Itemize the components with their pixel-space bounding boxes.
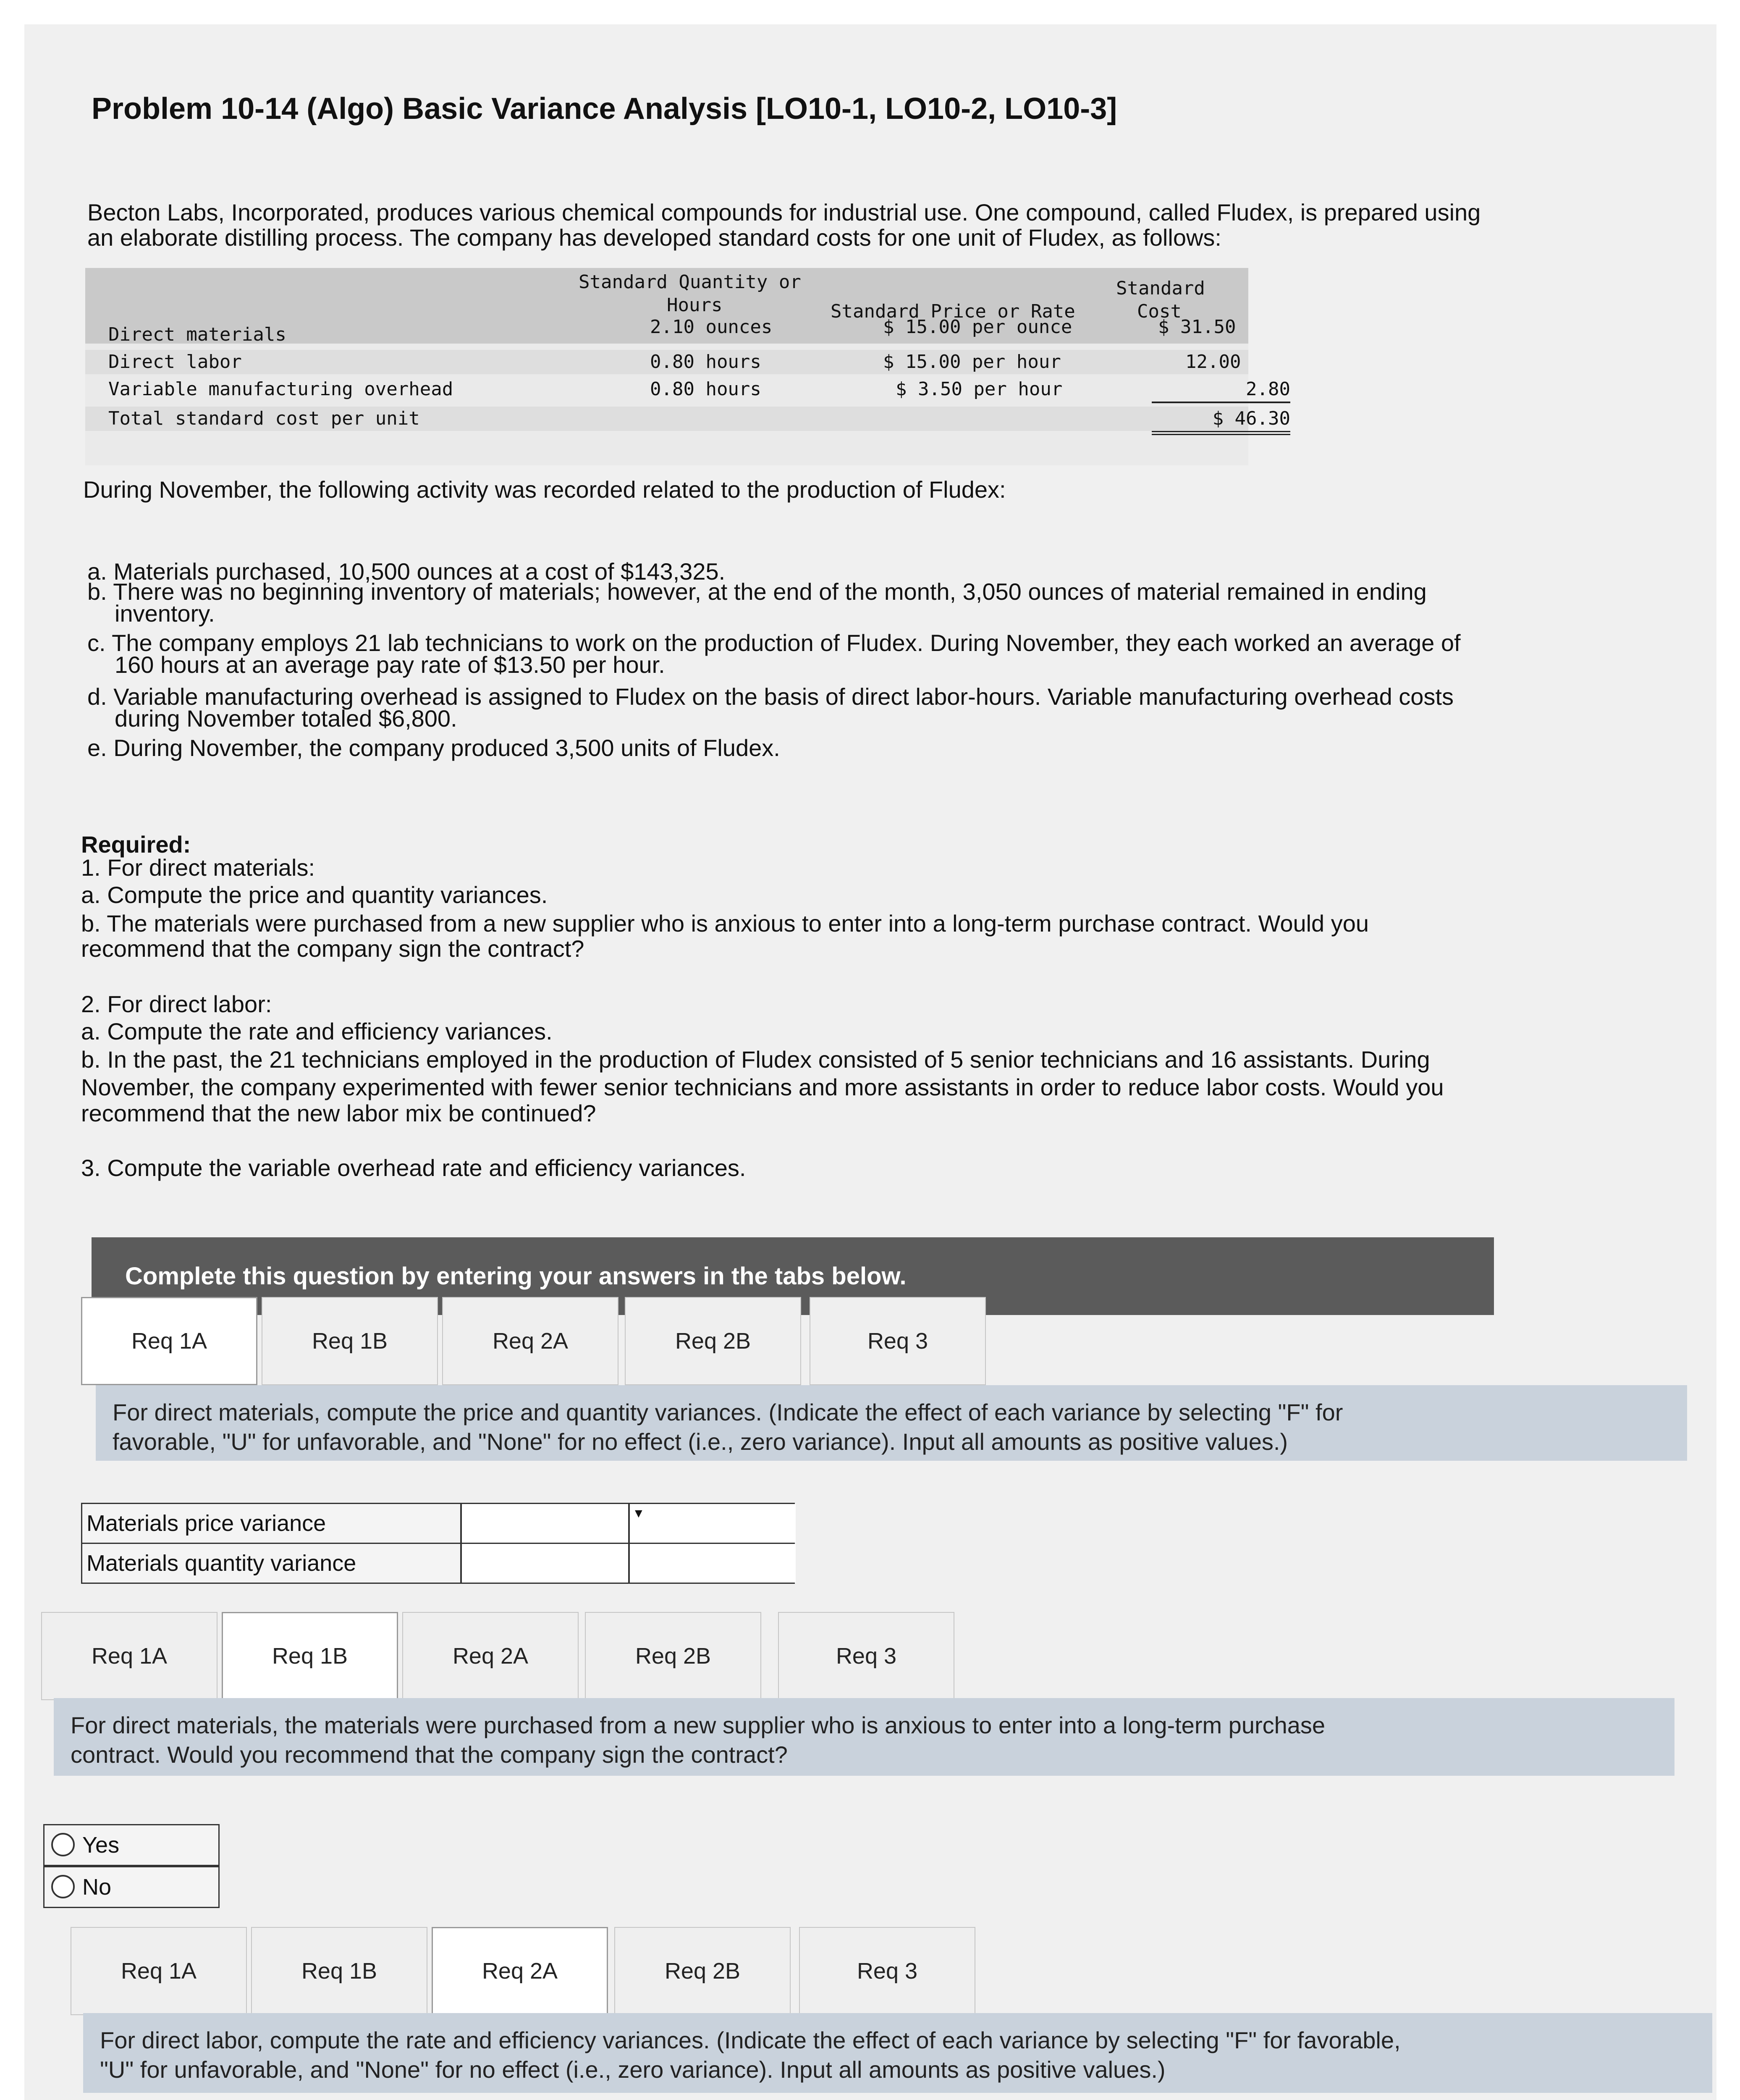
answer-row-label: Materials quantity variance: [86, 1551, 356, 1576]
amount-input[interactable]: [460, 1544, 630, 1583]
row-qty: 2.10 ounces: [650, 316, 773, 338]
tab-req-1a[interactable]: Req 1A: [71, 1927, 247, 2015]
tab-req-3[interactable]: Req 3: [810, 1297, 986, 1385]
required-1b-1: b. The materials were purchased from a new supplier who is anxious to enter into a long-term purchase contract. Would you: [81, 910, 1369, 937]
required-1: 1. For direct materials:: [81, 854, 315, 881]
row-price: $ 15.00 per ounce: [883, 316, 1072, 338]
row-label: Direct labor: [108, 351, 242, 373]
header-price: Standard Price or Rate: [831, 301, 1075, 322]
required-2: 2. For direct labor:: [81, 991, 272, 1017]
required-2b-1: b. In the past, the 21 technicians employed in the production of Fludex consisted of 5 senior technicians and 16 assistants. During: [81, 1046, 1430, 1073]
tab-req-1b[interactable]: Req 1B: [262, 1297, 438, 1385]
row-qty: 0.80 hours: [650, 351, 761, 373]
activity-b2: inventory.: [115, 600, 215, 627]
table-row: [85, 350, 1248, 374]
effect-select[interactable]: [628, 1504, 796, 1543]
tab-req-1a[interactable]: Req 1A: [41, 1612, 218, 1700]
row-cost: 12.00: [1185, 351, 1241, 373]
problem-title: Problem 10-14 (Algo) Basic Variance Analysis [LO10-1, LO10-2, LO10-3]: [92, 92, 1117, 126]
total-cost: $ 46.30: [1152, 407, 1290, 435]
required-1b-2: recommend that the company sign the contract?: [81, 935, 584, 962]
answer-row: [81, 1543, 795, 1584]
answer-row-label: Materials price variance: [86, 1511, 326, 1536]
effect-select[interactable]: [628, 1544, 796, 1583]
activity-lead: During November, the following activity was recorded related to the production of Fludex:: [83, 476, 1006, 503]
instructions-1b: [54, 1698, 1674, 1776]
tab-req-1b[interactable]: Req 1B: [222, 1612, 398, 1700]
answer-row: [81, 1503, 795, 1544]
amount-input[interactable]: [460, 1504, 630, 1543]
page-screenshot: [24, 24, 1716, 2100]
radio-circle-icon: [51, 1833, 75, 1856]
required-1a: a. Compute the price and quantity variances.: [81, 882, 548, 908]
activity-c2: 160 hours at an average pay rate of $13.50 per hour.: [115, 651, 665, 678]
tab-req-1b[interactable]: Req 1B: [251, 1927, 427, 2015]
instructions-line: "U" for unfavorable, and "None" for no effect (i.e., zero variance). Input all amounts as positive values.): [100, 2056, 1166, 2083]
total-label: Total standard cost per unit: [108, 408, 420, 429]
radio-label: No: [82, 1874, 112, 1900]
activity-d1: d. Variable manufacturing overhead is assigned to Fludex on the basis of direct labor-hours. Variable manufacturing overhead costs: [87, 683, 1454, 710]
required-2b-3: recommend that the new labor mix be continued?: [81, 1100, 596, 1126]
required-2b-2: November, the company experimented with fewer senior technicians and more assistants in order to reduce labor costs. Would you: [81, 1074, 1444, 1100]
tab-req-1a[interactable]: Req 1A: [81, 1297, 257, 1385]
radio-label: Yes: [82, 1832, 120, 1858]
intro-line-1: Becton Labs, Incorporated, produces various chemical compounds for industrial use. One compound, called Fludex, is prepared using: [87, 199, 1481, 226]
row-qty: 0.80 hours: [650, 378, 761, 400]
complete-question-banner: Complete this question by entering your answers in the tabs below.: [92, 1237, 1494, 1315]
radio-yes[interactable]: [43, 1824, 220, 1866]
radio-circle-icon: [51, 1875, 75, 1898]
tab-req-2a[interactable]: Req 2A: [442, 1297, 618, 1385]
header-qty-1: Standard Quantity or: [579, 271, 801, 293]
tab-bar: [81, 1297, 1047, 1385]
tab-bar: [41, 1612, 1007, 1700]
dropdown-icon: ▼: [632, 1507, 645, 1520]
instructions-line: For direct materials, the materials were purchased from a new supplier who is anxious to enter into a long-term purchase: [71, 1712, 1326, 1738]
required-3: 3. Compute the variable overhead rate and efficiency variances.: [81, 1155, 746, 1181]
tab-req-2b[interactable]: Req 2B: [625, 1297, 801, 1385]
instructions-line: For direct labor, compute the rate and efficiency variances. (Indicate the effect of each variance by selecting "F" for favorable,: [100, 2027, 1401, 2053]
tab-req-2b[interactable]: Req 2B: [614, 1927, 791, 2015]
instructions-line: favorable, "U" for unfavorable, and "None" for no effect (i.e., zero variance). Input all amounts as positive values.): [113, 1428, 1288, 1455]
activity-e: e. During November, the company produced 3,500 units of Fludex.: [87, 735, 780, 761]
tab-req-3[interactable]: Req 3: [778, 1612, 954, 1700]
radio-no[interactable]: [43, 1866, 220, 1908]
row-price: $ 15.00 per hour: [883, 351, 1061, 373]
instructions-line: For direct materials, compute the price and quantity variances. (Indicate the effect of each variance by selecting "F" for: [113, 1399, 1343, 1425]
instructions-2a: [83, 2013, 1712, 2093]
table-row: [85, 377, 1290, 402]
tab-req-3[interactable]: Req 3: [799, 1927, 975, 2015]
header-qty-2: Hours: [667, 294, 723, 316]
row-cost: $ 31.50: [1158, 316, 1236, 338]
required-heading: Required:: [81, 831, 191, 858]
tab-req-2a[interactable]: Req 2A: [432, 1927, 608, 2015]
activity-a: a. Materials purchased, 10,500 ounces at a cost of $143,325.: [87, 558, 726, 585]
required-2a: a. Compute the rate and efficiency variances.: [81, 1018, 553, 1045]
instructions-1a: [96, 1385, 1687, 1461]
instructions-line: contract. Would you recommend that the company sign the contract?: [71, 1741, 788, 1768]
activity-b1: b. There was no beginning inventory of materials; however, at the end of the month, 3,050 ounces of material remained in ending: [87, 578, 1427, 605]
header-cost-1: Standard: [1116, 278, 1205, 299]
header-cost-2: Cost: [1137, 301, 1182, 322]
row-label: Variable manufacturing overhead: [108, 378, 453, 400]
tab-req-2a[interactable]: Req 2A: [402, 1612, 579, 1700]
table-total-row: [85, 407, 1290, 431]
tab-bar: [71, 1927, 1036, 2015]
activity-d2: during November totaled $6,800.: [115, 705, 457, 732]
activity-c1: c. The company employs 21 lab technicians to work on the production of Fludex. During November, they each worked an average of: [87, 630, 1461, 656]
row-label: Direct materials: [108, 324, 286, 345]
row-price: $ 3.50 per hour: [896, 378, 1063, 400]
tab-req-2b[interactable]: Req 2B: [585, 1612, 761, 1700]
table-row: [85, 316, 1248, 347]
row-cost: 2.80: [1152, 377, 1290, 403]
intro-line-2: an elaborate distilling process. The company has developed standard costs for one unit of Fludex, as follows:: [87, 224, 1221, 251]
